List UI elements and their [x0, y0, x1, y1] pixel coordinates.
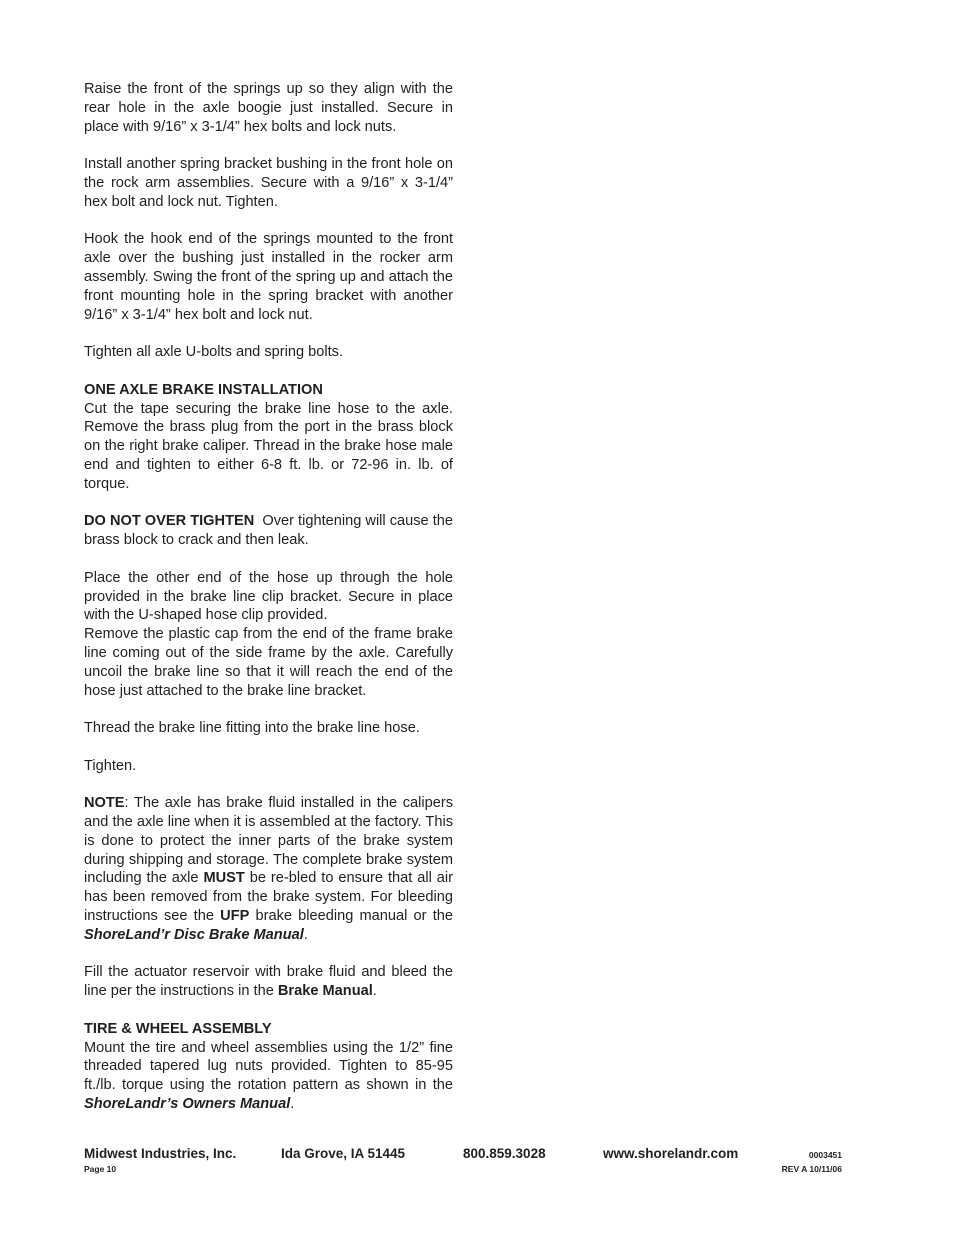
instructions-column — [84, 80, 458, 1133]
owners-manual-ref: ShoreLandr’s Owners Manual — [84, 1096, 291, 1113]
note-ufp: UFP — [220, 908, 250, 925]
paragraph-note — [84, 794, 453, 944]
note-label: NOTE — [84, 795, 125, 812]
paragraph-mount-tires — [84, 1039, 453, 1114]
note-must: MUST — [203, 870, 245, 887]
footer-company: Midwest Industries, Inc. — [84, 1146, 237, 1161]
fill-text-2: . — [372, 983, 377, 1000]
paragraph-thread-fitting: Thread the brake line fitting into the brake line hose. — [84, 720, 420, 737]
mount-text-1: Mount the tire and wheel assemblies using the 1/2” fine threaded tapered lug nuts provided. Tighten to 85-95 ft./lb. torque using the rotation pattern as shown in the — [84, 1039, 453, 1094]
fill-text-1: Fill the actuator reservoir with brake fluid and bleed the line per the instructions in the — [84, 964, 453, 1000]
paragraph-install-bushing: Install another spring bracket bushing in the front hole on the rock arm assemblies. Secure with a 9/16” x 3-1/4” hex bolt and lock nut. Tighten. — [84, 156, 453, 210]
heading-tire-wheel: TIRE & WHEEL ASSEMBLY — [84, 1020, 272, 1037]
paragraph-hook-springs: Hook the hook end of the springs mounted to the front axle over the bushing just installed in the rocker arm assembly. Swing the front of the spring up and attach the front mounting hole in the spring bracket with another 9/16” x 3-1/4” hex bolt and lock nut. — [84, 231, 453, 323]
mount-text-2: . — [290, 1096, 295, 1113]
warning-label: DO NOT OVER TIGHTEN — [84, 513, 255, 530]
footer-doc-number: 0003451 — [808, 1150, 842, 1160]
paragraph-fill-reservoir — [84, 963, 453, 1001]
paragraph-tighten: Tighten. — [84, 757, 137, 774]
paragraph-raise-springs: Raise the front of the springs up so they align with the rear hole in the axle boogie just installed. Secure in place with 9/16” x 3-1/4” hex bolts and lock nuts. — [84, 81, 453, 135]
note-text-4: . — [303, 926, 308, 943]
paragraph-brake-hose: Cut the tape securing the brake line hose to the axle. Remove the brass plug from the port in the brass block on the right brake caliper. Thread in the brake hose male end and tighten to either 6-8 ft. lb. or 72-96 in. lb. of torque. — [84, 400, 453, 492]
paragraph-tighten-bolts: Tighten all axle U-bolts and spring bolts. — [84, 344, 344, 361]
brake-manual-ref: Brake Manual — [277, 983, 373, 1000]
footer-website: www.shorelandr.com — [603, 1146, 739, 1161]
footer-phone: 800.859.3028 — [463, 1146, 546, 1161]
paragraph-place-hose: Place the other end of the hose up through the hole provided in the brake line clip bracket. Secure in place with the U-shaped hose clip provided. — [84, 569, 453, 624]
page-footer — [84, 1146, 842, 1176]
paragraph-remove-cap: Remove the plastic cap from the end of the frame brake line coming out of the side frame by the axle. Carefully uncoil the brake line so that it will reach the end of the hose just attached to the brake line bracket. — [84, 626, 453, 699]
footer-page-number: Page 10 — [84, 1164, 117, 1174]
note-text-2: be re-bled to ensure that all air has been removed from the brake system. For bleeding instructions see the — [84, 870, 453, 925]
note-text-1: : The axle has brake fluid installed in the calipers and the axle line when it is assembled at the factory. This is done to protect the inner parts of the brake system during shipping and storage. The complete brake system including the axle — [84, 795, 453, 887]
note-text-3: brake bleeding manual or the — [249, 908, 453, 925]
note-disc-brake-manual: ShoreLand’r Disc Brake Manual — [84, 926, 304, 943]
footer-revision: REV A 10/11/06 — [781, 1164, 842, 1174]
paragraph-do-not-over-tighten — [84, 512, 458, 550]
footer-city: Ida Grove, IA 51445 — [281, 1146, 406, 1161]
heading-brake-installation: ONE AXLE BRAKE INSTALLATION — [84, 381, 323, 398]
warning-text: Over tightening will cause the brass block to crack and then leak. — [84, 513, 458, 549]
